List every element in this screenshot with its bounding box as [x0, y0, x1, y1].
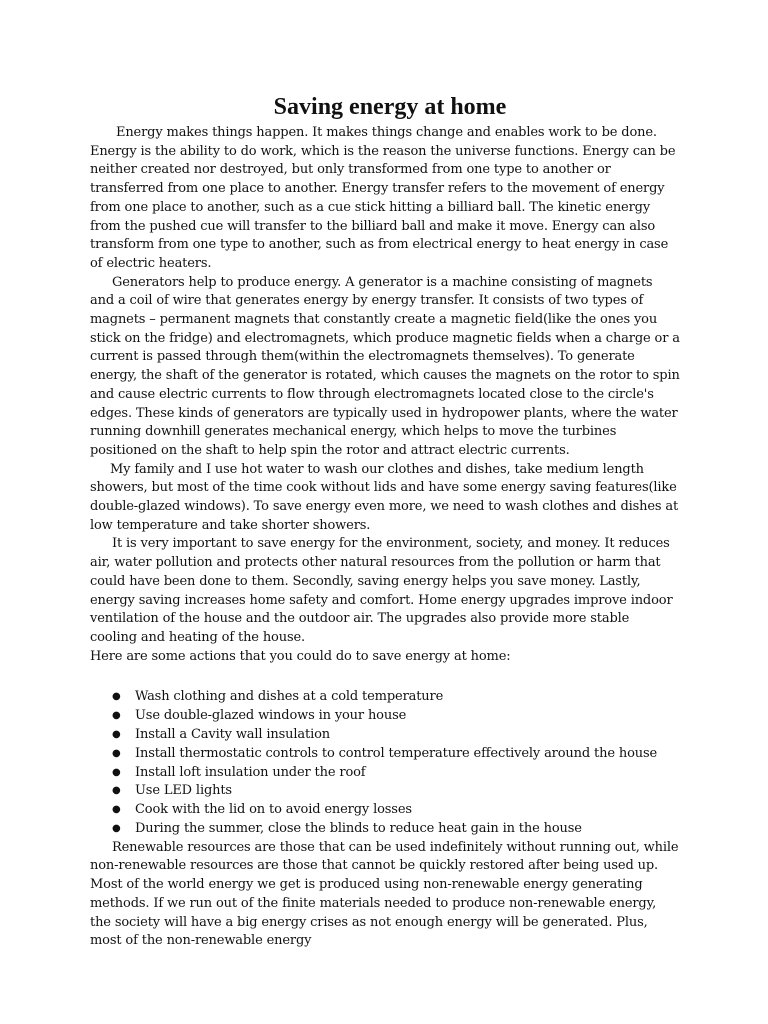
paragraph-energy-intro: Energy makes things happen. It makes things change and enables work to be done. Energy is the ability to do work, which is the reason the universe functions. Energy can be neither created nor destroyed, but only transformed from one type to another or transferred from one place to another. Energy transfer refers to the movement of energy from one place to another, such as a cue stick hitting a billiard ball. The kinetic energy from the pushed cue will transfer to the billiard ball and make it move. Energy can also transform from one type to another, such as from electrical energy to heat energy in case of electric heaters.	[90, 125, 676, 271]
list-item-text: Wash clothing and dishes at a cold temperature	[135, 689, 444, 705]
paragraph-generators: Generators help to produce energy. A generator is a machine consisting of magnets and a coil of wire that generates energy by energy transfer. It consists of two types of magnets – permanent magnets that constantly create a magnetic field(like the ones you stick on the fridge) and electromagnets, which produce magnetic fields when a charge or a current is passed through them(within the electromagnets themselves). To generate energy, the shaft of the generator is rotated, which causes the magnets on the rotor to spin and cause electric currents to flow through electromagnets located close to the circle's edges. These kinds of generators are typically used in hydropower plants, where the water running downhill generates mechanical energy, which helps to move the turbines positioned on the shaft to help spin the rotor and attract electric currents.	[90, 274, 680, 458]
paragraph-family-usage: My family and I use hot water to wash our clothes and dishes, take medium length showers, but most of the time cook without lids and have some energy saving features(like double-glazed windows). To save energy even more, we need to wash clothes and dishes at low temperature and take shorter showers.	[90, 461, 679, 533]
list-item-text: Cook with the lid on to avoid energy losses	[135, 802, 412, 818]
list-item-text: Install loft insulation under the roof	[135, 764, 366, 780]
actions-list	[90, 688, 680, 838]
list-item-text: Use LED lights	[135, 783, 232, 799]
bullet-icon: ●	[112, 691, 121, 703]
list-item	[112, 745, 680, 764]
bullet-icon: ●	[112, 766, 121, 778]
bullet-icon: ●	[112, 804, 121, 816]
list-item	[112, 801, 680, 820]
paragraph-actions-intro: Here are some actions that you could do to save energy at home:	[90, 648, 511, 664]
list-item-text: Install a Cavity wall insulation	[135, 726, 330, 742]
bullet-icon: ●	[112, 785, 121, 797]
bullet-icon: ●	[112, 747, 121, 759]
list-item	[112, 782, 680, 801]
list-item-text: During the summer, close the blinds to reduce heat gain in the house	[135, 820, 582, 836]
paragraph-renewable-resources: Renewable resources are those that can be used indefinitely without running out, while non-renewable resources are those that cannot be quickly restored after being used up. Most of the world energy we get is produced using non-renewable energy generating methods. If we run out of the finite materials needed to produce non-renewable energy, the society will have a big energy crises as not enough energy will be generated. Plus, most of the non-renewable energy	[90, 839, 679, 949]
bullet-icon: ●	[112, 710, 121, 722]
list-item	[112, 820, 680, 839]
bullet-icon: ●	[112, 728, 121, 740]
document-title: Saving energy at home	[273, 94, 507, 120]
list-item	[112, 688, 680, 707]
bullet-icon: ●	[112, 822, 121, 834]
document-page	[90, 92, 680, 951]
list-item	[112, 764, 680, 783]
list-item	[112, 726, 680, 745]
paragraph-importance: It is very important to save energy for the environment, society, and money. It reduces air, water pollution and protects other natural resources from the pollution or harm that could have been done to them. Secondly, saving energy helps you save money. Lastly, energy saving increases home safety and comfort. Home energy upgrades improve indoor ventilation of the house and the outdoor air. The upgrades also provide more stable cooling and heating of the house.	[90, 536, 673, 645]
list-item-text: Install thermostatic controls to control temperature effectively around the house	[135, 745, 658, 761]
list-item	[112, 707, 680, 726]
list-item-text: Use double-glazed windows in your house	[135, 708, 407, 724]
